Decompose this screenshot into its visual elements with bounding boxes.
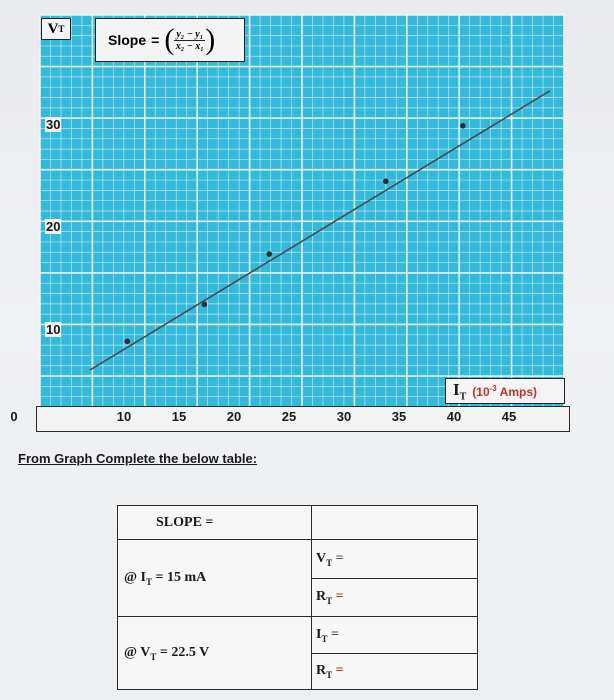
slope-formula-label: Slope [108, 32, 147, 48]
x-axis-unit-exp: -3 [489, 383, 497, 393]
x-tick-label: 30 [336, 409, 352, 424]
y-axis-label-name: V [47, 20, 59, 37]
slope-denominator: x₂ − x₁ [175, 40, 204, 52]
vt-answer-cell[interactable] [312, 540, 478, 579]
data-point [125, 339, 131, 345]
data-point [383, 178, 389, 184]
voltage-condition-sub: T [150, 651, 157, 662]
slope-answer-cell[interactable] [312, 506, 478, 540]
voltage-condition-cell [118, 617, 312, 690]
it-answer-cell[interactable] [312, 617, 478, 654]
it-answer-sub: T [321, 633, 328, 644]
current-condition-value: = 15 mA [152, 569, 207, 585]
y-tick-label: 20 [46, 219, 61, 235]
slope-numerator: y₂ − y₁ [176, 28, 204, 40]
it-answer-eq: = [327, 626, 339, 642]
slope-formula-equals: = [151, 32, 160, 48]
current-condition-cell [118, 540, 312, 617]
x-tick-label: 20 [226, 409, 242, 424]
rt-answer-eq-2: = [332, 663, 344, 679]
it-answer-label: I [316, 626, 322, 642]
y-axis-label-sub: T [58, 24, 65, 34]
x-axis-label-name [453, 380, 466, 402]
y-tick-label: 30 [46, 116, 61, 132]
rt-answer-sub-1: T [326, 595, 333, 606]
instruction-text: From Graph Complete the below table: [18, 451, 258, 466]
x-axis-unit [472, 384, 537, 399]
rt-answer-label-1: R [316, 589, 327, 605]
rt-answer-label-2: R [316, 663, 327, 679]
slope-formula-box [95, 18, 245, 62]
x-tick-label: 40 [446, 409, 462, 424]
vt-answer-sub: T [326, 557, 333, 568]
x-tick-label: 25 [281, 409, 297, 424]
x-axis-unit-open: (10 [472, 384, 490, 399]
rt-answer-sub-2: T [326, 669, 333, 680]
slope-fraction [174, 29, 205, 52]
x-axis-label-letter: I [453, 379, 460, 399]
x-axis-label-sub: T [459, 391, 467, 403]
x-tick-label: 45 [501, 409, 517, 424]
rt-answer-cell-2[interactable] [312, 654, 478, 690]
data-point [460, 123, 466, 129]
x-tick-label: 35 [391, 409, 407, 424]
y-tick-label: 10 [46, 322, 61, 338]
formula-close-paren: ) [205, 23, 216, 56]
data-point [202, 302, 208, 308]
current-condition-sub: T [145, 576, 152, 587]
voltage-condition-value: = 22.5 V [156, 644, 210, 660]
data-point [266, 251, 272, 257]
vt-answer-eq: = [332, 550, 344, 566]
x-tick-label: 10 [116, 409, 132, 424]
voltage-condition-label: @ V [124, 644, 151, 660]
y-axis-label [41, 18, 71, 40]
x-axis-unit-tail: Amps) [496, 384, 537, 399]
rt-answer-cell-1[interactable] [312, 579, 478, 617]
vt-answer-label: V [316, 550, 327, 566]
x-tick-label: 0 [10, 409, 18, 424]
x-axis-label [445, 378, 565, 404]
rt-answer-eq-1: = [332, 589, 344, 605]
formula-open-paren: ( [164, 23, 175, 56]
slope-label-cell: SLOPE = [118, 506, 312, 540]
current-condition-label: @ I [124, 569, 146, 585]
answer-table [117, 505, 478, 690]
x-tick-label: 15 [171, 409, 187, 424]
